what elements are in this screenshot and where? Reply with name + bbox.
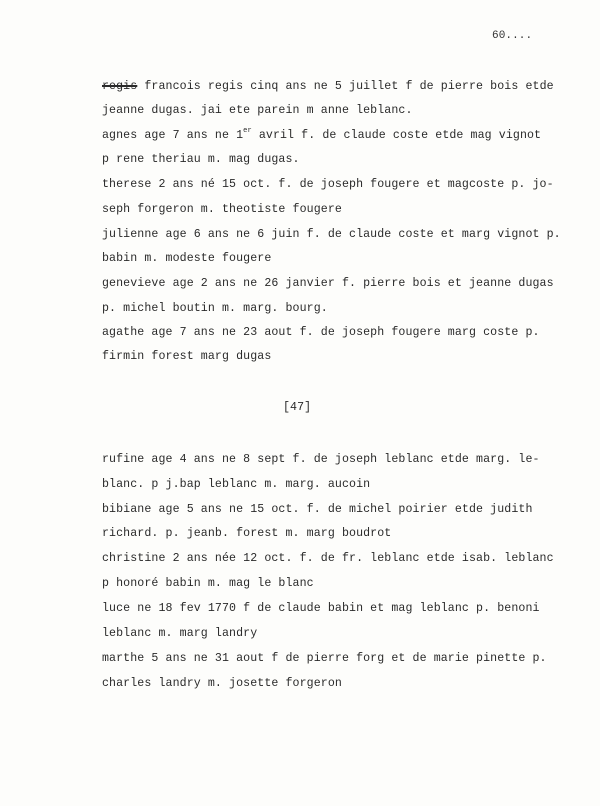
entry-line: richard. p. jeanb. forest m. marg boudrot — [102, 527, 392, 540]
struck-word: regis — [102, 80, 138, 93]
entry-line: seph forgeron m. theotiste fougere — [102, 203, 342, 216]
entry-line-christine: christine 2 ans née 12 oct. f. de fr. leblanc etde isab. leblanc — [102, 552, 554, 565]
entry-line: firmin forest marg dugas — [102, 350, 272, 363]
entry-line-regis: regis francois regis cinq ans ne 5 juillet f de pierre bois etde — [102, 80, 554, 93]
entry-line: blanc. p j.bap leblanc m. marg. aucoin — [102, 478, 371, 491]
entry-line: p. michel boutin m. marg. bourg. — [102, 302, 328, 315]
entry-line: jeanne dugas. jai ete parein m anne leblanc. — [102, 104, 413, 117]
entry-line-julienne: julienne age 6 ans ne 6 juin f. de claude coste et marg vignot p. — [102, 228, 561, 241]
entry-line-therese: therese 2 ans né 15 oct. f. de joseph fougere et magcoste p. jo- — [102, 178, 554, 191]
page-number: 60.... — [492, 30, 533, 42]
entry-line-agnes: agnes age 7 ans ne 1er avril f. de claude coste etde mag vignot — [102, 127, 542, 142]
entry-line: charles landry m. josette forgeron — [102, 677, 342, 690]
entry-line: leblanc m. marg landry — [102, 627, 258, 640]
entry-line-marthe: marthe 5 ans ne 31 aout f de pierre forg et de marie pinette p. — [102, 652, 547, 665]
entry-line-agathe: agathe age 7 ans ne 23 aout f. de joseph fougere marg coste p. — [102, 326, 540, 339]
entry-line-rufine: rufine age 4 ans ne 8 sept f. de joseph leblanc etde marg. le- — [102, 453, 540, 466]
entry-line-genevieve: genevieve age 2 ans ne 26 janvier f. pierre bois et jeanne dugas — [102, 277, 554, 290]
entry-line-bibiane: bibiane age 5 ans ne 15 oct. f. de michel poirier etde judith — [102, 503, 533, 516]
superscript: er — [243, 127, 252, 135]
entry-line: babin m. modeste fougere — [102, 252, 272, 265]
entry-line-luce: luce ne 18 fev 1770 f de claude babin et mag leblanc p. benoni — [102, 602, 540, 615]
entry-line: p honoré babin m. mag le blanc — [102, 577, 314, 590]
section-marker: [47] — [283, 401, 312, 414]
entry-line: p rene theriau m. mag dugas. — [102, 153, 300, 166]
